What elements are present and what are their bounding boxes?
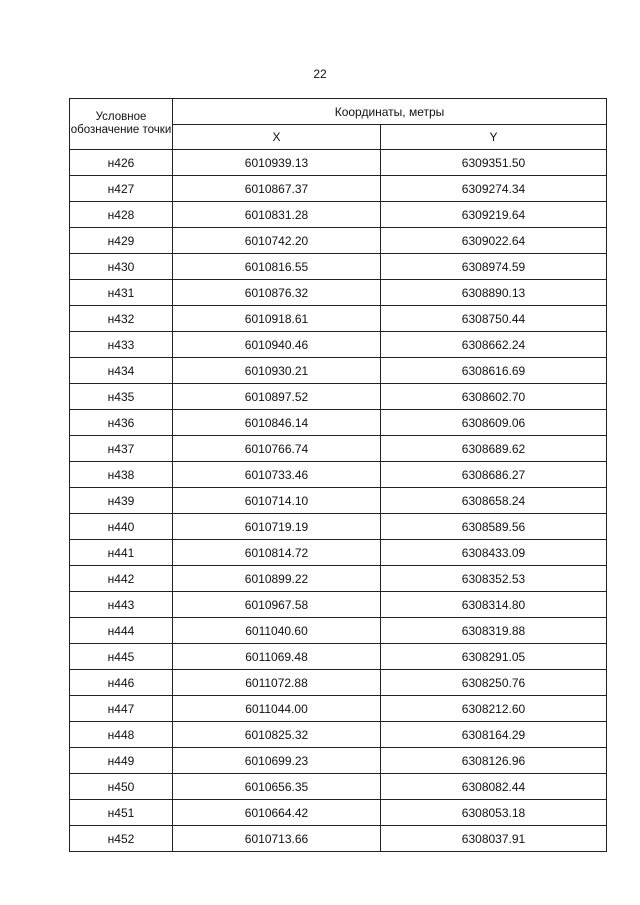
table-body bbox=[70, 150, 607, 852]
point-cell: н447 bbox=[70, 696, 173, 722]
point-cell: н437 bbox=[70, 436, 173, 462]
coordinates-header: Координаты, метры bbox=[173, 99, 607, 125]
table-row bbox=[70, 540, 607, 566]
x-cell: 6011072.88 bbox=[173, 670, 381, 696]
y-cell: 6308890.13 bbox=[381, 280, 607, 306]
point-cell: н436 bbox=[70, 410, 173, 436]
x-cell: 6010967.58 bbox=[173, 592, 381, 618]
point-cell: н452 bbox=[70, 826, 173, 852]
table-row bbox=[70, 800, 607, 826]
table-row bbox=[70, 488, 607, 514]
table-row bbox=[70, 306, 607, 332]
y-cell: 6309274.34 bbox=[381, 176, 607, 202]
table-row bbox=[70, 202, 607, 228]
point-cell: н448 bbox=[70, 722, 173, 748]
point-cell: н426 bbox=[70, 150, 173, 176]
table-row bbox=[70, 150, 607, 176]
y-cell: 6308750.44 bbox=[381, 306, 607, 332]
table-row bbox=[70, 696, 607, 722]
y-cell: 6308352.53 bbox=[381, 566, 607, 592]
point-cell: н428 bbox=[70, 202, 173, 228]
table-row bbox=[70, 566, 607, 592]
y-cell: 6308212.60 bbox=[381, 696, 607, 722]
table-row bbox=[70, 670, 607, 696]
y-column-header: Y bbox=[381, 125, 607, 150]
y-cell: 6308126.96 bbox=[381, 748, 607, 774]
table-row bbox=[70, 280, 607, 306]
y-cell: 6308250.76 bbox=[381, 670, 607, 696]
x-cell: 6011040.60 bbox=[173, 618, 381, 644]
point-cell: н432 bbox=[70, 306, 173, 332]
point-cell: н442 bbox=[70, 566, 173, 592]
point-cell: н435 bbox=[70, 384, 173, 410]
point-cell: н441 bbox=[70, 540, 173, 566]
table-row bbox=[70, 722, 607, 748]
y-cell: 6308602.70 bbox=[381, 384, 607, 410]
y-cell: 6308082.44 bbox=[381, 774, 607, 800]
x-cell: 6010876.32 bbox=[173, 280, 381, 306]
point-column-header: Условное обозначение точки bbox=[70, 99, 173, 150]
point-cell: н439 bbox=[70, 488, 173, 514]
point-cell: н431 bbox=[70, 280, 173, 306]
table-row bbox=[70, 176, 607, 202]
y-cell: 6309351.50 bbox=[381, 150, 607, 176]
x-cell: 6010664.42 bbox=[173, 800, 381, 826]
point-cell: н434 bbox=[70, 358, 173, 384]
table-row bbox=[70, 228, 607, 254]
x-cell: 6010940.46 bbox=[173, 332, 381, 358]
table-row bbox=[70, 254, 607, 280]
table-row bbox=[70, 514, 607, 540]
table-row bbox=[70, 618, 607, 644]
table-row bbox=[70, 332, 607, 358]
y-cell: 6308433.09 bbox=[381, 540, 607, 566]
y-cell: 6308658.24 bbox=[381, 488, 607, 514]
table-row bbox=[70, 644, 607, 670]
y-cell: 6308291.05 bbox=[381, 644, 607, 670]
x-cell: 6010825.32 bbox=[173, 722, 381, 748]
point-cell: н427 bbox=[70, 176, 173, 202]
x-cell: 6010831.28 bbox=[173, 202, 381, 228]
coordinates-table bbox=[69, 98, 607, 852]
y-cell: 6308589.56 bbox=[381, 514, 607, 540]
x-cell: 6010733.46 bbox=[173, 462, 381, 488]
y-cell: 6309022.64 bbox=[381, 228, 607, 254]
x-cell: 6010814.72 bbox=[173, 540, 381, 566]
y-cell: 6309219.64 bbox=[381, 202, 607, 228]
y-cell: 6308662.24 bbox=[381, 332, 607, 358]
x-cell: 6011069.48 bbox=[173, 644, 381, 670]
point-cell: н433 bbox=[70, 332, 173, 358]
table-row bbox=[70, 592, 607, 618]
x-cell: 6010719.19 bbox=[173, 514, 381, 540]
x-cell: 6010816.55 bbox=[173, 254, 381, 280]
x-cell: 6010656.35 bbox=[173, 774, 381, 800]
point-cell: н451 bbox=[70, 800, 173, 826]
x-cell: 6010699.23 bbox=[173, 748, 381, 774]
page-number: 22 bbox=[313, 67, 327, 81]
point-cell: н438 bbox=[70, 462, 173, 488]
point-cell: н449 bbox=[70, 748, 173, 774]
x-cell: 6010897.52 bbox=[173, 384, 381, 410]
x-cell: 6010766.74 bbox=[173, 436, 381, 462]
x-cell: 6010930.21 bbox=[173, 358, 381, 384]
table-row bbox=[70, 462, 607, 488]
y-cell: 6308974.59 bbox=[381, 254, 607, 280]
x-cell: 6010867.37 bbox=[173, 176, 381, 202]
table-row bbox=[70, 826, 607, 852]
point-cell: н440 bbox=[70, 514, 173, 540]
y-cell: 6308053.18 bbox=[381, 800, 607, 826]
point-cell: н450 bbox=[70, 774, 173, 800]
y-cell: 6308037.91 bbox=[381, 826, 607, 852]
table-header-row bbox=[70, 99, 607, 125]
table-row bbox=[70, 358, 607, 384]
x-cell: 6010714.10 bbox=[173, 488, 381, 514]
table-row bbox=[70, 436, 607, 462]
y-cell: 6308689.62 bbox=[381, 436, 607, 462]
point-cell: н429 bbox=[70, 228, 173, 254]
x-cell: 6010846.14 bbox=[173, 410, 381, 436]
y-cell: 6308164.29 bbox=[381, 722, 607, 748]
table-row bbox=[70, 410, 607, 436]
point-cell: н446 bbox=[70, 670, 173, 696]
x-column-header: X bbox=[173, 125, 381, 150]
point-cell: н444 bbox=[70, 618, 173, 644]
y-cell: 6308314.80 bbox=[381, 592, 607, 618]
x-cell: 6010713.66 bbox=[173, 826, 381, 852]
y-cell: 6308616.69 bbox=[381, 358, 607, 384]
x-cell: 6010899.22 bbox=[173, 566, 381, 592]
x-cell: 6011044.00 bbox=[173, 696, 381, 722]
table-row bbox=[70, 748, 607, 774]
table-row bbox=[70, 774, 607, 800]
y-cell: 6308609.06 bbox=[381, 410, 607, 436]
x-cell: 6010918.61 bbox=[173, 306, 381, 332]
x-cell: 6010742.20 bbox=[173, 228, 381, 254]
y-cell: 6308319.88 bbox=[381, 618, 607, 644]
point-cell: н445 bbox=[70, 644, 173, 670]
y-cell: 6308686.27 bbox=[381, 462, 607, 488]
x-cell: 6010939.13 bbox=[173, 150, 381, 176]
point-cell: н443 bbox=[70, 592, 173, 618]
point-cell: н430 bbox=[70, 254, 173, 280]
table-row bbox=[70, 384, 607, 410]
